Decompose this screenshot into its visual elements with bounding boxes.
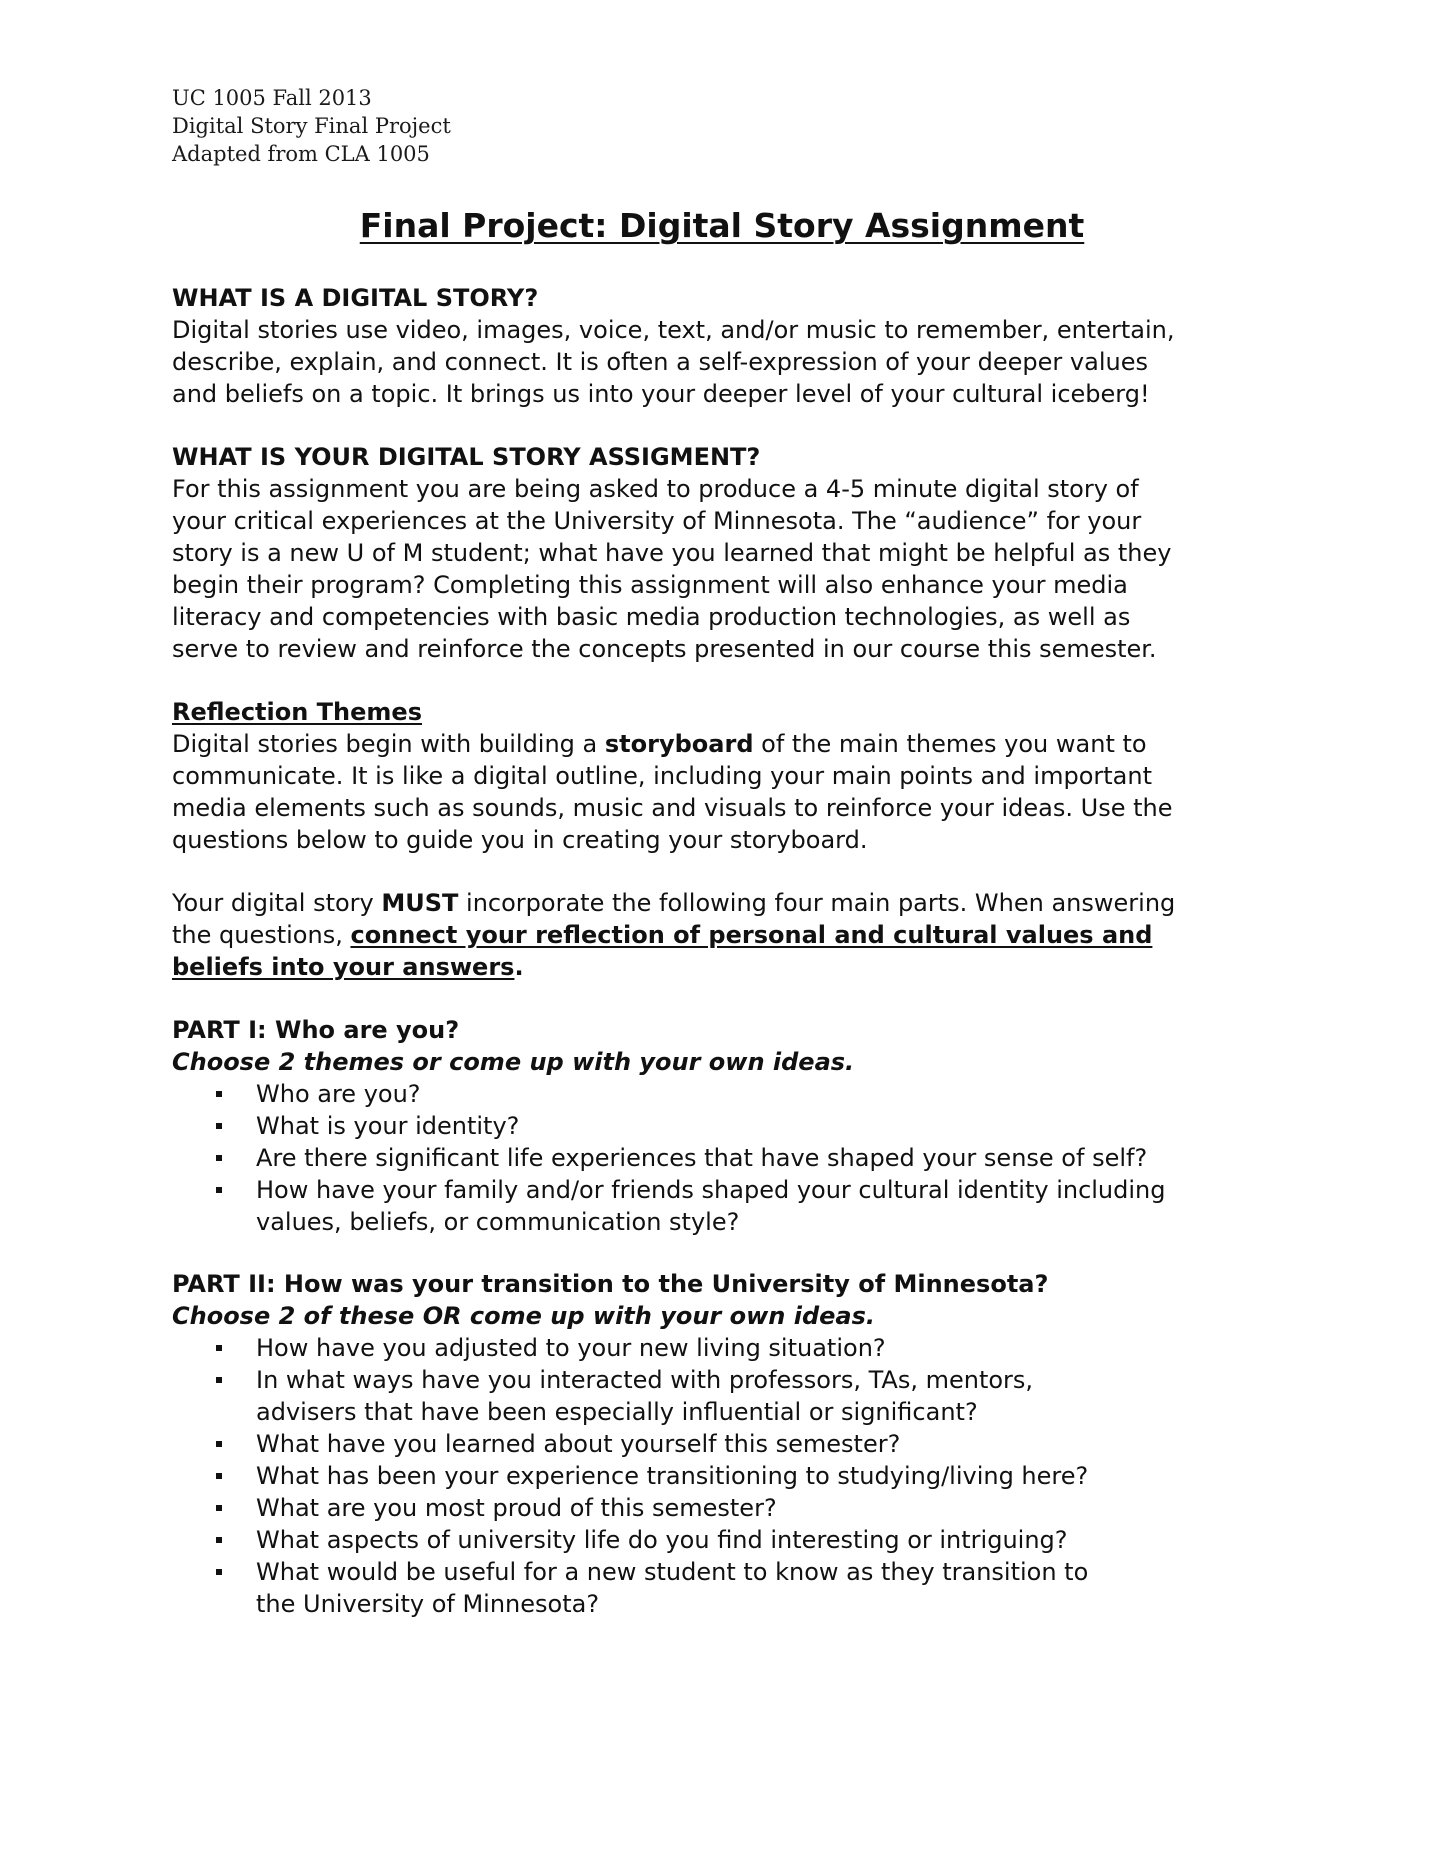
- list-item-text: In what ways have you interacted with professors, TAs, mentors,: [256, 1366, 1034, 1394]
- must-line: [172, 951, 1302, 983]
- storyboard-term: storyboard: [604, 730, 754, 758]
- adapted-line: Adapted from CLA 1005: [172, 142, 430, 166]
- part1-heading: PART I: Who are you?: [172, 1016, 460, 1044]
- list-item: What is your identity?: [256, 1110, 1302, 1142]
- part1-subheading: Choose 2 themes or come up with your own ideas.: [172, 1048, 855, 1076]
- must-text: incorporate the following four main parts. When answering: [458, 889, 1176, 917]
- part2-subheading: Choose 2 of these OR come up with your own ideas.: [172, 1302, 876, 1330]
- reflection-line: media elements such as sounds, music and visuals to reinforce your ideas. Use the: [172, 794, 1173, 822]
- what-is-line: and beliefs on a topic. It brings us into your deeper level of your cultural iceberg!: [172, 380, 1150, 408]
- title-row: [0, 206, 1456, 245]
- reflection-text: Digital stories begin with building a: [172, 730, 605, 758]
- assignment-line: story is a new U of M student; what have you learned that might be helpful as they: [172, 539, 1172, 567]
- what-is-line: describe, explain, and connect. It is often a self-expression of your deeper values: [172, 348, 1148, 376]
- spacer: [172, 665, 1302, 696]
- reflection-line: questions below to guide you in creating your storyboard.: [172, 826, 868, 854]
- list-item: What have you learned about yourself this semester?: [256, 1428, 1302, 1460]
- list-item-text: values, beliefs, or communication style?: [256, 1208, 740, 1236]
- spacer: [172, 856, 1302, 887]
- assignment-line: serve to review and reinforce the concepts presented in our course this semester.: [172, 635, 1157, 663]
- must-line: [172, 887, 1302, 919]
- spacer: [172, 983, 1302, 1014]
- list-item-text: What would be useful for a new student to know as they transition to: [256, 1558, 1089, 1586]
- must-period: .: [514, 953, 524, 981]
- reflection-line: [172, 728, 1302, 760]
- assignment-line: begin their program? Completing this assignment will also enhance your media: [172, 571, 1128, 599]
- part2-list: [172, 1332, 1302, 1620]
- list-item: Are there significant life experiences that have shaped your sense of self?: [256, 1142, 1302, 1174]
- list-item: Who are you?: [256, 1078, 1302, 1110]
- what-is-heading: WHAT IS A DIGITAL STORY?: [172, 284, 539, 312]
- must-text: the questions,: [172, 921, 351, 949]
- assignment-line: literacy and competencies with basic media production technologies, as well as: [172, 603, 1131, 631]
- must-line: [172, 919, 1302, 951]
- list-item-text: advisers that have been especially influential or significant?: [256, 1398, 978, 1426]
- must-emphasis: MUST: [381, 889, 459, 917]
- list-item-text: How have your family and/or friends shaped your cultural identity including: [256, 1176, 1166, 1204]
- list-item: What aspects of university life do you find interesting or intriguing?: [256, 1524, 1302, 1556]
- reflection-text: of the main themes you want to: [753, 730, 1147, 758]
- must-instruction: beliefs into your answers: [172, 953, 515, 981]
- list-item: How have you adjusted to your new living situation?: [256, 1332, 1302, 1364]
- what-is-line: Digital stories use video, images, voice, text, and/or music to remember, entertain,: [172, 316, 1175, 344]
- page-title: Final Project: Digital Story Assignment: [359, 206, 1085, 245]
- must-text: Your digital story: [172, 889, 382, 917]
- assignment-heading: WHAT IS YOUR DIGITAL STORY ASSIGMENT?: [172, 443, 761, 471]
- list-item: [256, 1174, 1302, 1238]
- assignment-line: your critical experiences at the University of Minnesota. The “audience” for your: [172, 507, 1142, 535]
- list-item: [256, 1364, 1302, 1428]
- document-body: [172, 282, 1302, 1620]
- document-header: [172, 84, 451, 168]
- spacer: [172, 1238, 1302, 1268]
- list-item: What are you most proud of this semester?: [256, 1492, 1302, 1524]
- list-item: What has been your experience transitioning to studying/living here?: [256, 1460, 1302, 1492]
- reflection-line: communicate. It is like a digital outline, including your main points and important: [172, 762, 1152, 790]
- list-item: [256, 1556, 1302, 1620]
- reflection-heading: Reflection Themes: [172, 698, 422, 726]
- assignment-line: For this assignment you are being asked to produce a 4-5 minute digital story of: [172, 475, 1139, 503]
- list-item-text: the University of Minnesota?: [256, 1590, 600, 1618]
- part2-heading: PART II: How was your transition to the University of Minnesota?: [172, 1270, 1049, 1298]
- course-line: UC 1005 Fall 2013: [172, 86, 372, 110]
- spacer: [172, 410, 1302, 441]
- project-line: Digital Story Final Project: [172, 114, 451, 138]
- part1-list: [172, 1078, 1302, 1238]
- must-instruction: connect your reflection of personal and cultural values and: [350, 921, 1153, 949]
